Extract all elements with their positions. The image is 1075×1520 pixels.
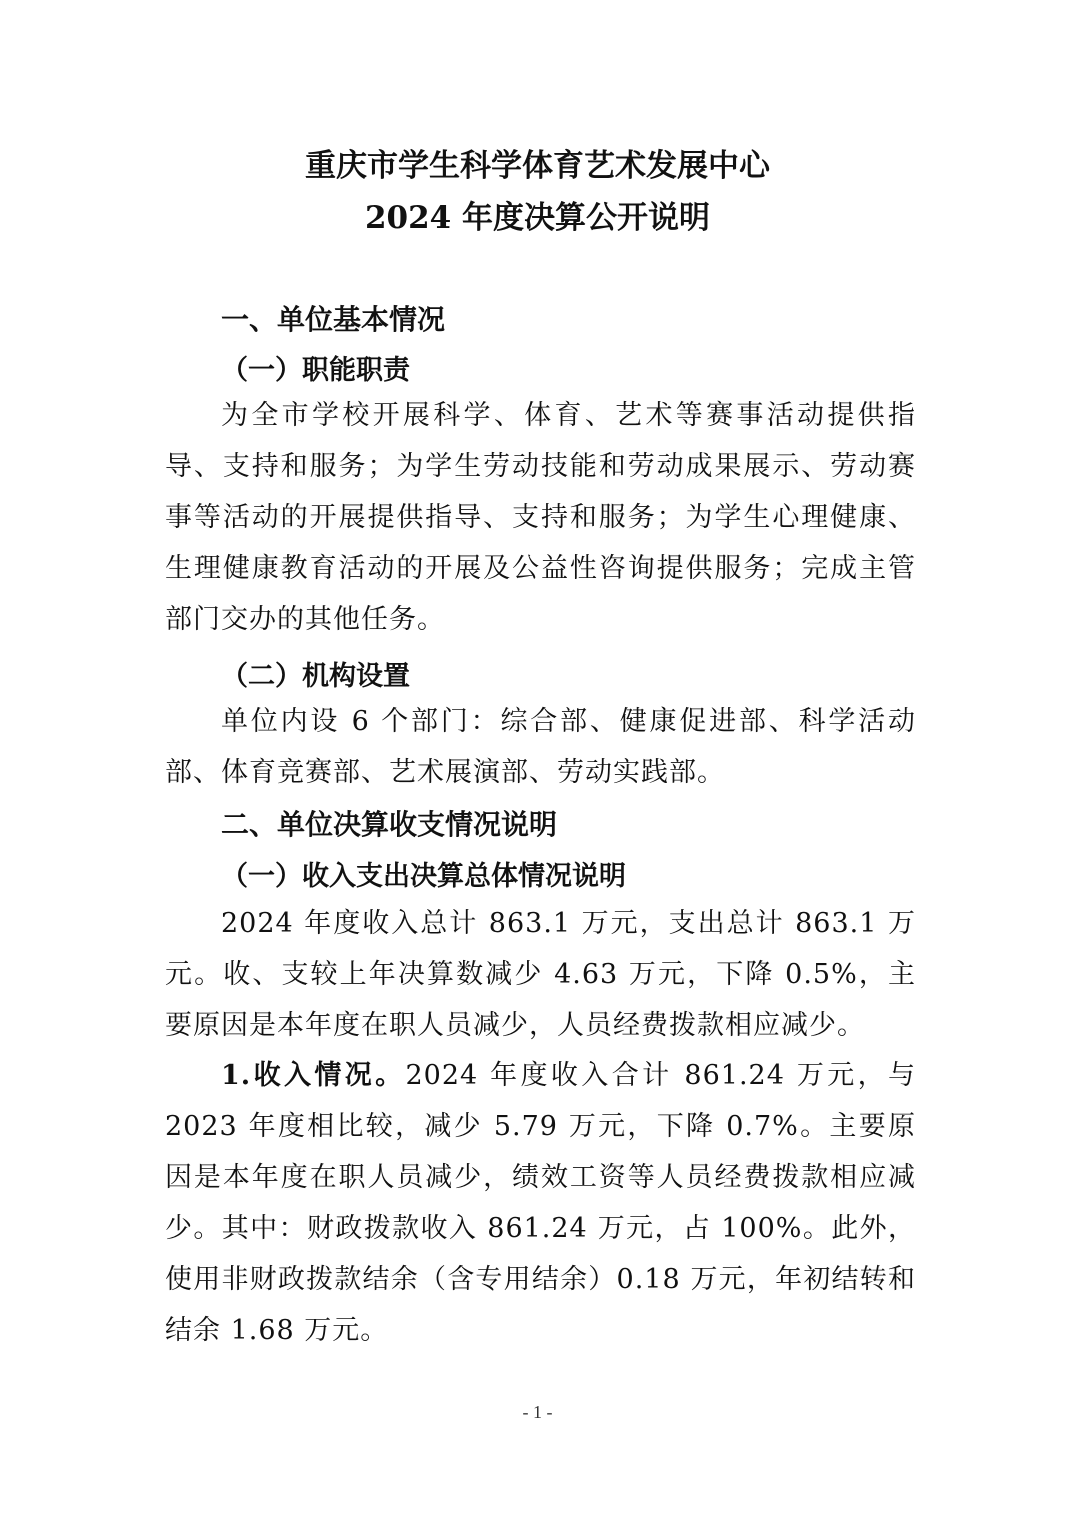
document-title-line2: 2024 年度决算公开说明 bbox=[364, 200, 711, 236]
document-title-line1: 重庆市学生科学体育艺术发展中心 bbox=[305, 148, 770, 184]
income-text: 2024 年度收入合计 861.24 万元，与 2023 年度相比较，减少 5.79 万元，下降 0.7%。主要原因是本年度在职人员减少，绩效工资等人员经费拨款相应减少。其中：财政拨款收入 861.24 万元，占 100%。此外，使用非财政拨款结余（含专用结余）0.18 万元，年初结转和结余 1.68 万元。 bbox=[165, 1060, 917, 1346]
section1-sub1-heading: （一）职能职责 bbox=[221, 355, 410, 386]
income-label: 1.收入情况。 bbox=[221, 1060, 406, 1091]
section1-sub2-paragraph: 单位内设 6 个部门：综合部、健康促进部、科学活动部、体育竞赛部、艺术展演部、劳动实践部。 bbox=[165, 706, 916, 788]
section1-heading: 一、单位基本情况 bbox=[221, 303, 446, 336]
section2-heading: 二、单位决算收支情况说明 bbox=[221, 808, 558, 841]
section2-sub1-heading: （一）收入支出决算总体情况说明 bbox=[221, 861, 626, 892]
income-paragraph bbox=[165, 1050, 916, 1356]
section1-sub1-paragraph: 为全市学校开展科学、体育、艺术等赛事活动提供指导、支持和服务；为学生劳动技能和劳动成果展示、劳动赛事等活动的开展提供指导、支持和服务；为学生心理健康、生理健康教育活动的开展及公益性咨询提供服务；完成主管部门交办的其他任务。 bbox=[165, 400, 916, 635]
page-number: - 1 - bbox=[522, 1402, 553, 1422]
section2-sub1-paragraph: 2024 年度收入总计 863.1 万元，支出总计 863.1 万元。收、支较上年决算数减少 4.63 万元，下降 0.5%，主要原因是本年度在职人员减少，人员经费拨款相应减少。 bbox=[165, 908, 916, 1041]
section1-sub2-heading: （二）机构设置 bbox=[221, 661, 410, 692]
